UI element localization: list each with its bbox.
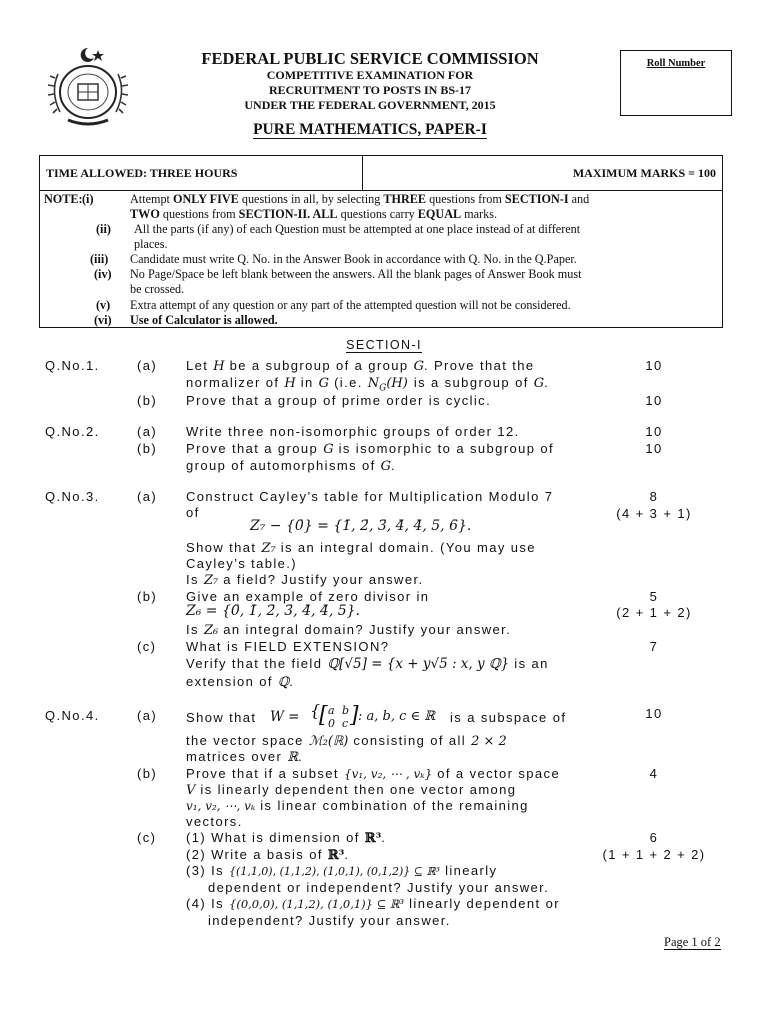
q2b-t4: . <box>391 458 397 473</box>
q3c-t1: Verify that the field <box>186 656 323 671</box>
q4b-part: (b) <box>137 766 158 781</box>
q4c-t5: (3) Is <box>186 863 225 878</box>
q1a-narg: (H) <box>386 376 408 391</box>
q1a-t6: (i.e. <box>334 375 363 390</box>
q2a-text: Write three non-isomorphic groups of order 12. <box>186 424 520 439</box>
note-ii-text <box>134 222 720 252</box>
exam-line-1: COMPETITIVE EXAMINATION FOR <box>266 68 474 82</box>
time-allowed: TIME ALLOWED: THREE HOURS <box>46 166 238 180</box>
q3c-marks: 7 <box>649 639 659 654</box>
q4c-part: (c) <box>137 830 157 845</box>
q4b-t1: Prove that if a subset <box>186 766 339 781</box>
q3a-t4: a field? Justify your answer. <box>223 572 424 587</box>
q1a-n: N <box>367 376 380 391</box>
q4b-line1 <box>186 766 606 782</box>
q2b-part: (b) <box>137 441 158 456</box>
q3b-t1: Is <box>186 622 199 637</box>
note-v-num: (v) <box>96 298 111 312</box>
q3c-qq: ℚ <box>277 675 290 690</box>
q4a-w: W = <box>270 709 300 725</box>
q3b-marks: 5 <box>649 589 659 604</box>
q4c-t7: (4) Is <box>186 896 225 911</box>
q4a-cond: : a, b, c ∈ ℝ <box>358 709 436 724</box>
q1b-marks: 10 <box>645 393 663 408</box>
q3c-t3: extension of <box>186 674 273 689</box>
q4b-marks: 4 <box>649 766 659 781</box>
q4c-set3: {(1,1,0), (1,1,2), (1,0,1), (0,1,2)} ⊆ ℝ³ <box>229 865 441 878</box>
q3a-z7b: Z₇ <box>203 573 219 588</box>
q4b-set: {v₁, v₂, ⋯ , vₖ} <box>343 767 433 781</box>
q3c-t4: . <box>289 674 295 689</box>
q1a-text <box>186 358 606 397</box>
q3a-t2: is an integral domain. (You may use <box>280 540 536 555</box>
note-v-text: Extra attempt of any question or any part of the attempted question will not be considered. <box>130 298 571 312</box>
info-divider-v <box>362 156 363 190</box>
q4b-v: V <box>186 783 196 798</box>
q3c-t2: is an <box>514 656 549 671</box>
q4c-line6: independent? Justify your answer. <box>208 913 451 928</box>
q2b-t1: Prove that a group <box>186 441 319 456</box>
q2b-text <box>186 441 606 475</box>
q4c-t2: . <box>381 830 387 845</box>
q2a-marks: 10 <box>645 424 663 439</box>
q4c-t6: linearly <box>445 863 498 878</box>
q3b-z6: Z₆ <box>203 623 219 638</box>
info-divider-h <box>40 190 722 191</box>
q4a-matrix: { <box>310 701 321 720</box>
page-number-text: Page 1 of 2 <box>664 935 721 949</box>
q3a-t3: Is <box>186 572 199 587</box>
q4a-t4: consisting of all <box>353 733 467 748</box>
note-i-num: (i) <box>82 192 94 206</box>
q4c-t4: . <box>344 847 350 862</box>
exam-line-2: RECRUITMENT TO POSTS IN BS-17 <box>268 83 472 97</box>
q3a-t1: Show that <box>186 540 257 555</box>
q4c-split: (1 + 1 + 2 + 2) <box>602 847 706 862</box>
note-iii-num: (iii) <box>90 252 109 266</box>
q4a-part: (a) <box>137 708 158 723</box>
q3b-set: Z₆ = {0̄, 1̄, 2̄, 3̄, 4̄, 4̄, 5̄}. <box>186 603 360 619</box>
q1a-normalizer <box>367 376 408 394</box>
page-number <box>664 935 721 950</box>
q3b-line1: Give an example of zero divisor in <box>186 589 430 604</box>
note-ii-line2: places. <box>134 237 168 251</box>
note-iv-text <box>130 267 720 297</box>
q2b-g2: G <box>380 459 392 474</box>
q4c-t3: (2) Write a basis of <box>186 847 323 862</box>
q1-label: Q.No.1. <box>45 358 100 373</box>
q4c-line1 <box>186 830 606 847</box>
note-iv-line2: be crossed. <box>130 282 185 296</box>
fpsc-emblem <box>38 44 138 128</box>
q1a-t5: in <box>300 375 314 390</box>
q4b-line2 <box>186 782 606 799</box>
q4a-m22: c <box>342 717 349 730</box>
q4c-line2 <box>186 847 606 864</box>
note-i-text: Attempt ONLY FIVE questions in all, by selecting THREE questions from SECTION-I and TWO questions from SECTION-II. ALL questions carry EQUAL marks. <box>130 192 590 221</box>
q1a-t1: Let <box>186 358 209 373</box>
q1a-g2: G <box>318 376 330 391</box>
q3c-line1: What is FIELD EXTENSION? <box>186 639 390 654</box>
q4a-t6: . <box>298 749 304 764</box>
q4a-line2 <box>186 733 606 750</box>
paper-title <box>150 121 590 139</box>
q3a-line2: of <box>186 505 200 520</box>
q3a-part: (a) <box>137 489 158 504</box>
q4a-m12: b <box>342 704 350 717</box>
q4-label: Q.No.4. <box>45 708 100 723</box>
q3b-line3 <box>186 622 606 639</box>
q1a-nsub: G <box>379 383 387 394</box>
q3-label: Q.No.3. <box>45 489 100 504</box>
q4a-t5: matrices over <box>186 749 283 764</box>
q4b-line3 <box>186 798 606 814</box>
q4c-line5 <box>186 896 606 912</box>
roll-number-label: Roll Number <box>646 58 706 69</box>
q1a-t2: be a subgroup of a group <box>229 358 409 373</box>
q4a-t1: Show that <box>186 710 257 725</box>
q2b-t3: group of automorphisms of <box>186 458 376 473</box>
q3a-z7: Z₇ <box>261 541 276 556</box>
q4b-t2: of a vector space <box>437 766 561 781</box>
q4b-t3: is linearly dependent then one vector among <box>200 782 517 797</box>
q1a-part: (a) <box>137 358 158 373</box>
q4a-bracket-r: ] <box>350 703 359 728</box>
q4b-t4: is linear combination of the remaining <box>260 798 529 813</box>
q4a-m2r: ℳ₂(ℝ) <box>308 734 349 749</box>
q4c-r3a: ℝ³ <box>364 831 382 846</box>
q4a-t2: is a subspace of <box>450 710 567 725</box>
q3a-split: (4 + 3 + 1) <box>616 506 692 521</box>
note-ii-num: (ii) <box>96 222 111 236</box>
q4b-vecs: v₁, v₂, ⋯, vₖ <box>186 799 256 813</box>
q3b-split: (2 + 1 + 2) <box>616 605 692 620</box>
q2-label: Q.No.2. <box>45 424 100 439</box>
q1b-part: (b) <box>137 393 158 408</box>
note-vi-text: Use of Calculator is allowed. <box>130 313 278 327</box>
q4a-bracket-l: [ <box>319 703 328 728</box>
q1a-t3: . Prove that the <box>423 358 535 373</box>
q4c-t1: (1) What is dimension of <box>186 830 360 845</box>
q4a-line3 <box>186 749 606 766</box>
q4a-line1 <box>186 701 606 732</box>
q3a-line3 <box>186 540 606 557</box>
q4c-t8: linearly dependent or <box>409 896 560 911</box>
note-vi-num: (vi) <box>94 313 112 327</box>
q4a-m21: 0 <box>328 717 335 730</box>
q3c-line2 <box>186 656 606 672</box>
q4a-m11: a <box>328 704 335 717</box>
q1a-t8: . <box>544 375 550 390</box>
q2b-t2: is isomorphic to a subgroup of <box>338 441 555 456</box>
exam-line-3: UNDER THE FEDERAL GOVERNMENT, 2015 <box>244 98 496 112</box>
q4c-set4: {(0,0,0), (1,1,2), (1,0,1)} ⊆ ℝ³ <box>229 897 405 911</box>
roll-number-box <box>620 50 732 116</box>
note-iv-num: (iv) <box>94 267 112 281</box>
q4a-t3: the vector space <box>186 733 304 748</box>
q4a-marks: 10 <box>645 706 663 721</box>
q1a-t7: is a subgroup of <box>413 375 529 390</box>
q3c-part: (c) <box>137 639 157 654</box>
q4c-line4: dependent or independent? Justify your answer. <box>208 880 550 895</box>
q1a-h1: H <box>213 359 225 374</box>
q3c-line3 <box>186 674 606 691</box>
q4c-r3b: ℝ³ <box>327 848 345 863</box>
q1a-t4: normalizer of <box>186 375 280 390</box>
q4a-dim: 2 × 2 <box>471 734 507 749</box>
q3a-marks: 8 <box>649 489 659 504</box>
q1a-g3: G <box>533 376 545 391</box>
q2b-marks: 10 <box>645 441 663 456</box>
q3a-set: Z₇ − {0̄} = {1̄, 2̄, 3̄, 4̄, 4̄, 5̄, 6̄}. <box>250 518 472 534</box>
note-iii-text: Candidate must write Q. No. in the Answer Book in accordance with Q. No. in the Q.Paper. <box>130 252 577 266</box>
q4a-rr: ℝ <box>287 750 299 765</box>
section-title <box>250 338 518 352</box>
q1a-h2: H <box>284 376 296 391</box>
note-ii-line1: All the parts (if any) of each Question must be attempted at one place instead of at different <box>134 222 581 236</box>
q4c-line3 <box>186 863 606 880</box>
note-label: NOTE: <box>44 192 83 206</box>
q3a-line5 <box>186 572 606 589</box>
paper-title-text: PURE MATHEMATICS, PAPER-I <box>253 121 487 138</box>
max-marks: MAXIMUM MARKS = 100 <box>572 166 716 180</box>
q4c-marks: 6 <box>649 830 659 845</box>
q2b-g1: G <box>323 442 334 457</box>
q3a-line4: Cayley’s table.) <box>186 556 298 571</box>
q3a-line1: Construct Cayley’s table for Multiplication Modulo 7 <box>186 489 554 504</box>
q1b-text: Prove that a group of prime order is cyclic. <box>186 393 492 408</box>
q3b-part: (b) <box>137 589 158 604</box>
commission-title: FEDERAL PUBLIC SERVICE COMMISSION <box>201 49 539 68</box>
q1a-g1: G <box>413 359 424 374</box>
section-title-text: SECTION-I <box>346 338 422 352</box>
q1a-marks: 10 <box>645 358 663 373</box>
note-iv-line1: No Page/Space be left blank between the answers. All the blank pages of Answer Book must <box>130 267 582 281</box>
q2a-part: (a) <box>137 424 158 439</box>
q4b-line4: vectors. <box>186 814 243 829</box>
q3b-t2: an integral domain? Justify your answer. <box>223 622 512 637</box>
q3c-field: ℚ[√5] = {x + y√5 : x, y ℚ} <box>327 656 510 672</box>
